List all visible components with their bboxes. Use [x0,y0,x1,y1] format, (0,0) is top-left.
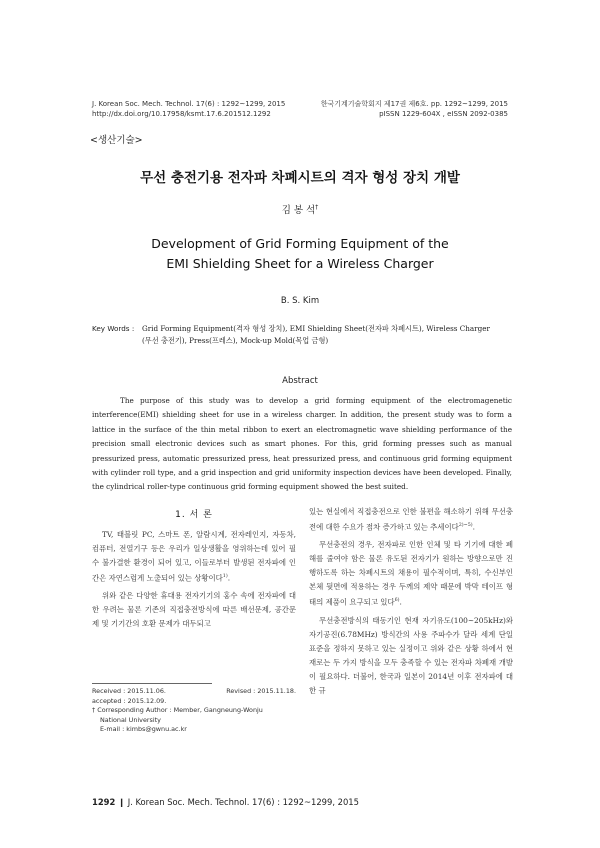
keywords-line2: (무선 충전기), Press(프레스), Mock-up Mold(목업 금형) [142,336,329,345]
title-english-line1: Development of Grid Forming Equipment of the [151,236,449,251]
keywords-line1: Grid Forming Equipment(격자 형성 장치), EMI Shielding Sheet(전자파 차폐시트), Wireless Charger [142,324,490,333]
journal-header-right [321,100,508,119]
right-paragraph-2: 무선충전의 경우, 전자파로 인한 인체 및 타 기기에 대한 폐해를 줄여야 함은 물론 유도된 전자기가 원하는 방향으로만 진행하도록 하는 차폐시트의 채용이 필수적이며, 특히, 수신부인 본체 뒷면에 적용하는 경우 두께의 제약 때문에 박막 테이프 형태의 제품이 요구되고 있다$^{6)}$. [309,540,513,607]
page-footer [92,797,359,807]
journal-citation: J. Korean Soc. Mech. Technol. 17(6) : 1292~1299, 2015 [92,100,286,108]
footnote [92,687,296,735]
reference-marker[interactable]: 1) [222,574,228,579]
right-paragraph-1: 있는 현실에서 직접충전으로 인한 불편을 해소하기 위해 무선충전에 대한 수요가 점차 증가하고 있는 추세이다$^{2)\sim 5)}$. [309,507,513,532]
revised-date: Revised : 2015.11.18. [226,687,296,695]
keywords-label: Key Words : [92,324,135,333]
footer-citation: J. Korean Soc. Mech. Technol. 17(6) : 1292~1299, 2015 [127,797,359,807]
author-name-korean: 김 봉 석 [281,205,316,216]
keywords [92,323,512,347]
body-column-right [309,505,513,702]
doi-link[interactable]: http://dx.doi.org/10.17958/ksmt.17.6.201512.1292 [92,109,271,118]
title-english [120,234,480,274]
issn-info: pISSN 1229-604X , eISSN 2092-0385 [379,109,508,118]
corresponding-author: † Corresponding Author : Member, Gangneung-Wonju [92,706,263,714]
section-heading-introduction: 1. 서 론 [175,510,213,520]
author-english: B. S. Kim [280,296,320,306]
author-korean [0,202,600,216]
title-korean: 무선 충전기용 전자파 차폐시트의 격자 형성 장치 개발 [140,170,460,186]
title-english-line2: EMI Shielding Sheet for a Wireless Charger [166,256,434,271]
accepted-date: accepted : 2015.12.09. [92,696,167,705]
abstract-heading: Abstract [282,376,318,386]
intro-paragraph-2: 위와 같은 다양한 휴대용 전자기기의 홍수 속에 전자파에 대한 우려는 물론 기존의 직접충전방식에 따른 배선문제, 공간문제 및 기기간의 호환 문제가 대두되고 [92,591,296,629]
author-mark: † [315,203,319,211]
received-date: Received : 2015.11.06. [92,687,166,695]
journal-citation-korean: 한국기계기술학회지 제17권 제6호. pp. 1292~1299, 2015 [320,100,508,108]
intro-paragraph-1: TV, 태블릿 PC, 스마트 폰, 알람시계, 전자레인지, 자동차, 컴퓨터, 전열기구 등은 우리가 일상생활을 영위하는데 있어 필수 불가결한 환경이 되어 있고, 이들로부터 발생된 전자파에 인간은 자연스럽게 노출되어 있는 상황이다$^{1)}$. [92,530,296,583]
right-paragraph-3: 무선충전방식의 태동기인 현재 자기유도(100~205kHz)와 자기공진(6.78MHz) 방식간의 사용 주파수가 달라 세계 단일 표준을 정하지 못하고 있는 실정이고 위와 같은 상황 하에서 현재로는 두 가지 방식을 모두 충족할 수 있는 전자파 차폐재 개발이 필요하다. 더불어, 한국과 일본이 2014년 이후 전자파에 대한 규 [309,615,513,695]
author-email[interactable]: E-mail : kimbs@gwnu.ac.kr [100,725,187,733]
reference-marker[interactable]: 6) [394,598,400,604]
footnote-divider [92,683,212,684]
section-tag: <생산기술> [90,135,143,146]
reference-marker[interactable]: 2)~5) [458,523,473,528]
page-number: 1292 [92,797,116,807]
abstract-text: The purpose of this study was to develop a grid forming equipment of the electromagenetic interference(EMI) shielding sheet for use in a wireless charger. In addition, the present study was to form a lattice in the surface of the thin metal ribbon to exert an electromagnetic wave shielding performance of the precision small electronic devices such as smart phones. For this, grid forming presses such as manual pressurized press, automatic pressurized press, heat pressurized press, and continuous grid forming equipment with cylinder roll type, and a grid inspection and grid uniformity inspection devices have been developed. Finally, the cylindrical roller-type continuous grid forming equipment showed the best suited. [92,396,512,492]
journal-header-left [92,100,285,119]
footer-separator: ❙ [117,797,126,807]
author-affiliation: National University [100,715,161,724]
body-column-left [92,508,296,635]
